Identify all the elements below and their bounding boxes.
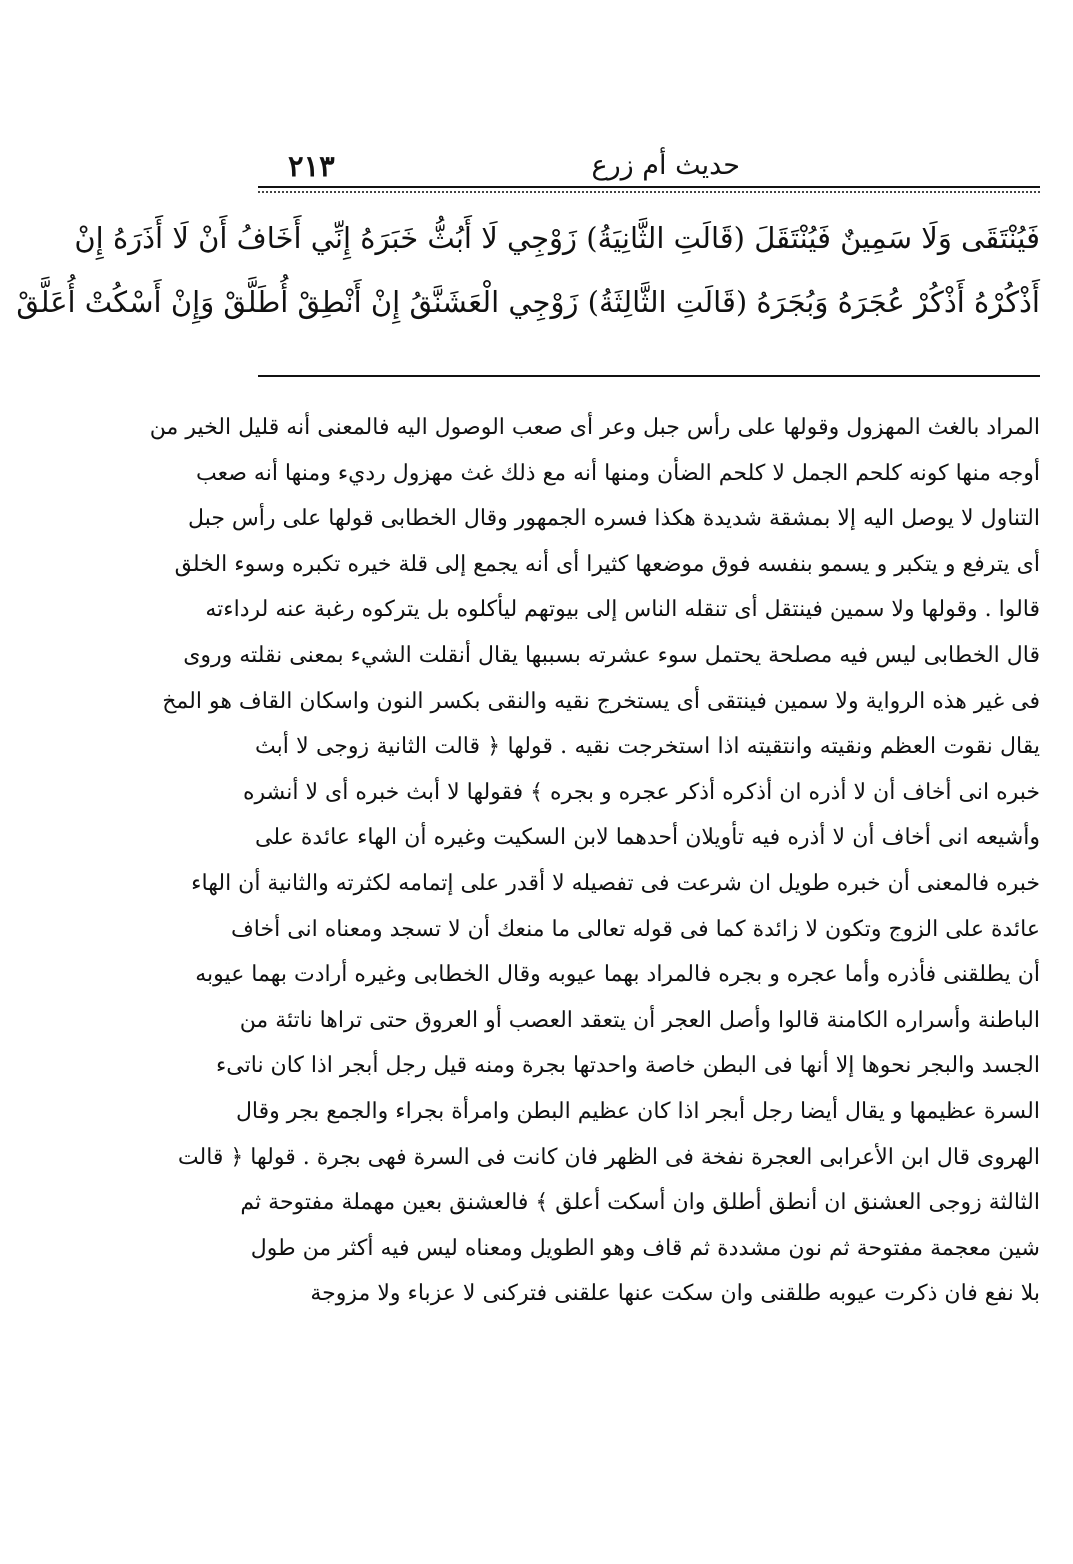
commentary-line: خبره فالمعنى أن خبره طويل ان شرعت فى تفصيله لا أقدر على إتمامه لكثرته والثانية أن الهاء <box>191 870 1040 896</box>
hadith-line: فَيُنْتَقَى وَلَا سَمِينٌ فَيُنْتَقَلَ (قَالَتِ الثَّانِيَةُ) زَوْجِي لَا أَبُثُّ خَبَرَهُ إِنِّي أَخَافُ أَنْ لَا أَذَرَهُ إِنْ <box>74 221 1040 255</box>
commentary-line: عائدة على الزوج وتكون لا زائدة كما فى قوله تعالى ما منعك أن لا تسجد ومعناه انى أخاف <box>230 916 1040 942</box>
commentary-text-block <box>149 405 1040 1317</box>
commentary-line: خبره انى أخاف أن لا أذره ان أذكره أذكر عجره و بجره ﴾ فقولها لا أبث خبره أى لا أنشره <box>242 779 1040 805</box>
header-dotted-rule <box>258 191 1040 193</box>
hadith-text-block <box>16 206 1040 334</box>
page-number: ٢١٣ <box>288 149 335 183</box>
commentary-line: السرة عظيمها و يقال أيضا رجل أبجر اذا كان عظيم البطن وامرأة بجراء والجمع بجر وقال <box>235 1098 1040 1124</box>
commentary-line: المراد بالغث المهزول وقولها على رأس جبل وعر أى صعب الوصول اليه فالمعنى أنه قليل الخير من <box>149 415 1040 440</box>
commentary-line: يقال نقوت العظم ونقيته وانتقيته اذا استخرجت نقيه . قولها ﴿ قالت الثانية زوجى لا أبث <box>255 734 1040 760</box>
header-rule <box>258 186 1040 188</box>
hadith-line: أَذْكُرْهُ أَذْكُرْ عُجَرَهُ وَبُجَرَهُ (قَالَتِ الثَّالِثَةُ) زَوْجِي الْعَشَنَّقُ إِنْ أَنْطِقْ أُطَلَّقْ وَإِنْ أَسْكُتْ أُعَلَّقْ <box>16 285 1040 319</box>
commentary-line: الثالثة زوجى العشنق ان أنطق أطلق وان أسكت أعلق ﴾ فالعشنق بعين مهملة مفتوحة ثم <box>240 1190 1040 1216</box>
commentary-line: قال الخطابى ليس فيه مصلحة يحتمل سوء عشرته بسببها يقال أنقلت الشيء بمعنى نقلته وروى <box>183 642 1040 668</box>
header-title: حديث أم زرع <box>591 150 740 181</box>
commentary-line: أوجه منها كونه كلحم الجمل لا كلحم الضأن ومنها أنه مع ذلك غث مهزول رديء ومنها أنه صعب <box>196 460 1040 486</box>
commentary-line: أن يطلقنى فأذره وأما عجره و بجره فالمراد بهما عيوبه وقال الخطابى وغيره أرادت بهما عيوبه <box>195 962 1040 988</box>
commentary-line: فى غير هذه الرواية ولا سمين فينتقى أى يستخرج نقيه والنقى بكسر النون واسكان القاف هو المخ <box>162 688 1040 714</box>
commentary-line: شين معجمة مفتوحة ثم نون مشددة ثم قاف وهو الطويل ومعناه ليس فيه أكثر من طول <box>250 1235 1040 1261</box>
commentary-line: الهروى قال ابن الأعرابى العجرة نفخة فى الظهر فان كانت فى السرة فهى بجرة . قولها ﴿ قالت <box>177 1144 1040 1170</box>
commentary-line: الباطنة وأسراره الكامنة قالوا وأصل العجر أن يتعقد العصب أو العروق حتى تراها ناتئة من <box>239 1007 1040 1033</box>
commentary-line: التناول لا يوصل اليه إلا بمشقة شديدة هكذا فسره الجمهور وقال الخطابى قولها على رأس جبل <box>188 506 1040 532</box>
section-divider <box>258 375 1040 377</box>
commentary-line: الجسد والبجر نحوها إلا أنها فى البطن خاصة واحدتها بجرة ومنه قيل رجل أبجر اذا كان ناتىء <box>215 1053 1040 1079</box>
running-header <box>258 148 1040 188</box>
commentary-line: أى يترفع و يتكبر و يسمو بنفسه فوق موضعها كثيرا أى أنه يجمع إلى قلة خيره تكبره وسوء الخلق <box>174 551 1040 577</box>
commentary-line: قالوا . وقولها ولا سمين فينتقل أى تنقله الناس إلى بيوتهم ليأكلوه بل يتركوه رغبة عنه لرداءته <box>205 597 1040 623</box>
commentary-line: وأشيعه انى أخاف أن لا أذره فيه تأويلان أحدهما لابن السكيت وغيره أن الهاء عائدة على <box>255 825 1040 851</box>
commentary-line: بلا نفع فان ذكرت عيوبه طلقنى وان سكت عنها علقنى فتركنى لا عزباء ولا مزوجة <box>310 1281 1040 1307</box>
